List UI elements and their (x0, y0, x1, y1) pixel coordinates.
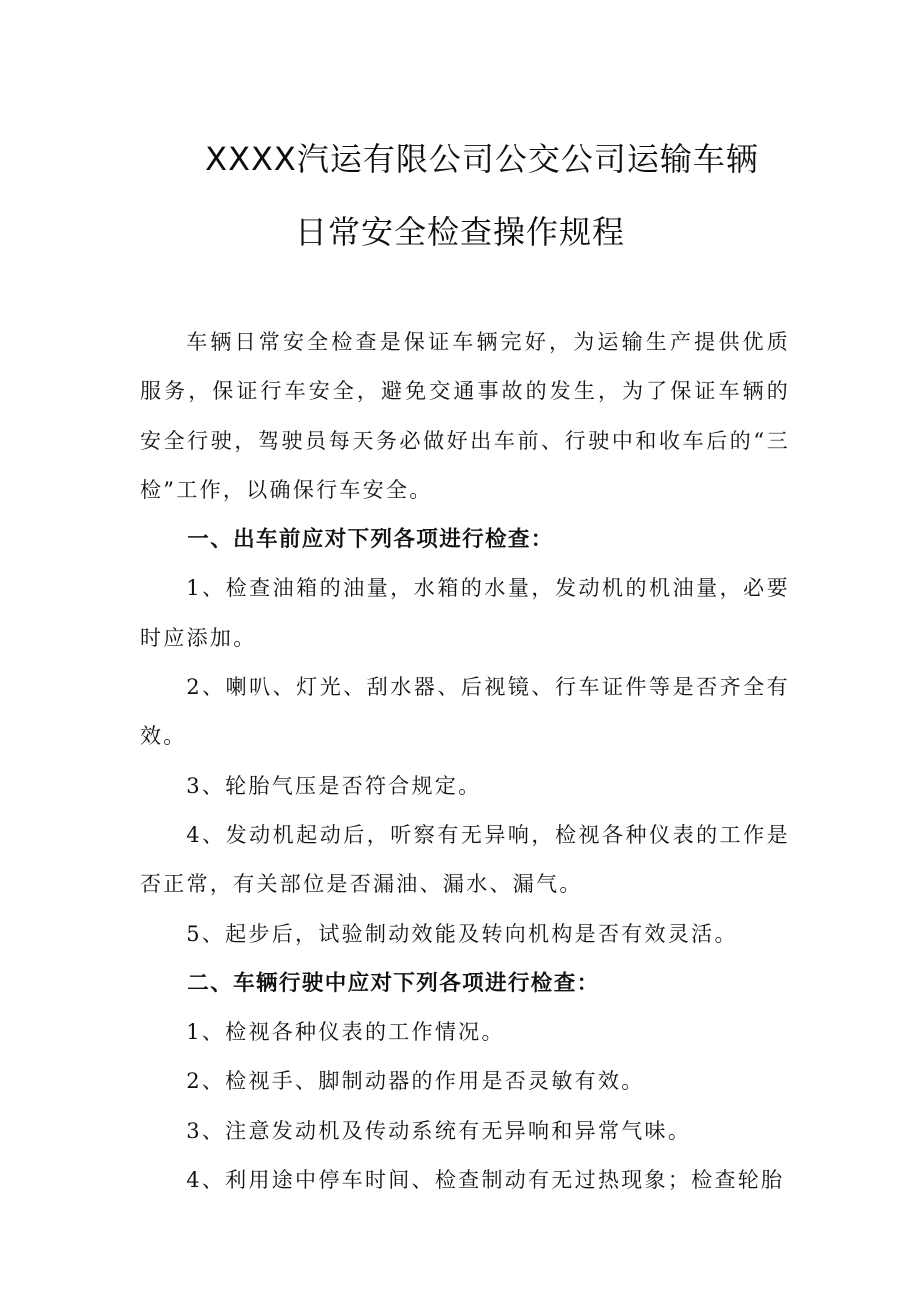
section-1-item: 2、喇叭、灯光、刮水器、后视镜、行车证件等是否齐全有效。 (140, 675, 790, 749)
section-1-item: 5、起步后，试验制动效能及转向机构是否有效灵活。 (186, 921, 738, 946)
section-1-item: 3、轮胎气压是否符合规定。 (186, 773, 482, 798)
section-2-item: 4、利用途中停车时间、检查制动有无过热现象；检查轮胎 (186, 1168, 785, 1193)
document-title-line-1: XXXX汽运有限公司公交公司运输车辆 (205, 140, 759, 178)
section-1-heading: 一、出车前应对下列各项进行检查： (187, 527, 554, 553)
section-2-item: 2、检视手、脚制动器的作用是否灵敏有效。 (186, 1069, 645, 1094)
section-2-heading: 二、车辆行驶中应对下列各项进行检查： (187, 970, 600, 996)
intro-paragraph: 车辆日常安全检查是保证车辆完好，为运输生产提供优质服务，保证行车安全，避免交通事故的发生，为了保证车辆的安全行驶，驾驶员每天务必做好出车前、行驶中和收车后的“三检”工作，以确保行车安全。 (140, 330, 790, 502)
section-1-item: 1、检查油箱的油量，水箱的水量，发动机的机油量，必要时应添加。 (140, 576, 790, 650)
document-body (140, 318, 790, 1205)
section-1-item: 4、发动机起动后，听察有无异响，检视各种仪表的工作是否正常，有关部位是否漏油、漏水、漏气。 (140, 822, 790, 897)
section-2-item: 1、检视各种仪表的工作情况。 (186, 1020, 505, 1045)
section-2-item: 3、注意发动机及传动系统有无异响和异常气味。 (186, 1118, 692, 1143)
document-title-line-2: 日常安全检查操作规程 (294, 213, 625, 251)
